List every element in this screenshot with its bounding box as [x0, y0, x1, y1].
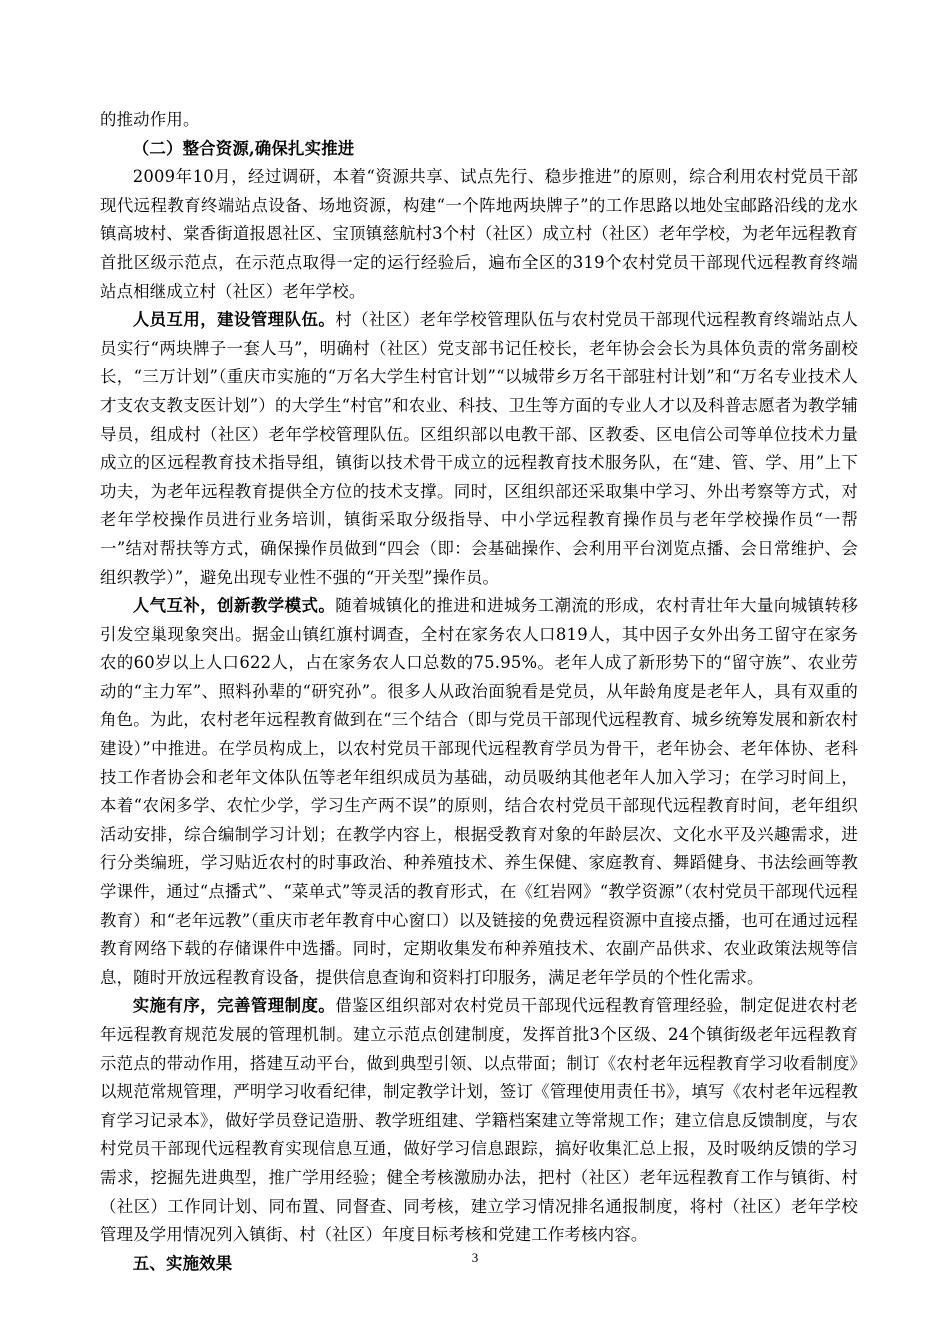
page-number: 3	[471, 1250, 479, 1265]
document-page	[100, 106, 858, 1278]
paragraph-4-body: 借鉴区组织部对农村党员干部现代远程教育管理经验，制定促进农村老年远程教育规范发展的管理机制。建立示范点创建制度，发挥首批3个区级、24个镇街级老年远程教育示范点的带动作用，搭建互动平台，做到典型引领、以点带面；制订《农村老年远程教育学习收看制度》以规范常规管理，严明学习收看纪律，制定教学计划，签订《管理使用责任书》，填写《农村老年远程教育学习记录本》，做好学员登记造册、教学班组建、学籍档案建立等常规工作；建立信息反馈制度，与农村党员干部现代远程教育实现信息互通，做好学习信息跟踪，搞好收集汇总上报，及时吸纳反馈的学习需求，挖掘先进典型，推广学用经验；健全考核激励办法，把村（社区）老年远程教育工作与镇街、村（社区）工作同计划、同布置、同督查、同考核，建立学习情况排名通报制度，将村（社区）老年学校管理及学用情况列入镇街、村（社区）年度目标考核和党建工作考核内容。	[100, 996, 858, 1245]
paragraph-continuation: 的推动作用。	[100, 110, 200, 129]
paragraph-4	[100, 992, 858, 1249]
paragraph-3-lead: 人气互补，创新教学模式。	[132, 596, 336, 616]
section-5-heading: 五、实施效果	[132, 1253, 233, 1273]
paragraph-3	[100, 592, 858, 992]
paragraph-1: 2009年10月，经过调研，本着“资源共享、试点先行、稳步推进”的原则，综合利用农村党员干部现代远程教育终端站点设备、场地资源，构建“一个阵地两块牌子”的工作思路以地处宝邮路沿线的龙水镇高坡村、棠香街道报恩社区、宝顶镇慈航村3个村（社区）成立村（社区）老年学校，为老年远程教育首批区级示范点，在示范点取得一定的运行经验后，遍布全区的319个农村党员干部现代远程教育终端站点相继成立村（社区）老年学校。	[100, 167, 858, 301]
paragraph-2-body: 村（社区）老年学校管理队伍与农村党员干部现代远程教育终端站点人员实行“两块牌子一套人马”，明确村（社区）党支部书记任校长，老年协会会长为具体负责的常务副校长，“三万计划”（重庆市实施的“万名大学生村官计划”“以城带乡万名干部驻村计划”和“万名专业技术人才支农支教支医计划”）的大学生“村官”和农业、科技、卫生等方面的专业人才以及科普志愿者为教学辅导员，组成村（社区）老年学校管理队伍。区组织部以电教干部、区教委、区电信公司等单位技术力量成立的区远程教育技术指导组，镇街以技术骨干成立的远程教育技术服务队，在“建、管、学、用”上下功夫，为老年远程教育提供全方位的技术支撑。同时，区组织部还采取集中学习、外出考察等方式，对老年学校操作员进行业务培训，镇街采取分级指导、中小学远程教育操作员与老年学校操作员“一帮一”结对帮扶等方式，确保操作员做到“四会（即：会基础操作、会利用平台浏览点播、会日常维护、会组织教学）”，避免出现专业性不强的“开关型”操作员。	[100, 310, 858, 587]
section-heading: （二）整合资源,确保扎实推进	[132, 138, 355, 158]
paragraph-3-body: 随着城镇化的推进和进城务工潮流的形成，农村青壮年大量向城镇转移引发空巢现象突出。据金山镇红旗村调查，全村在家务农人口819人，其中因子女外出务工留守在家务农的60岁以上人口622人，占在家务农人口总数的75.95%。老年人成了新形势下的“留守族”、农业劳动的“主力军”、照料孙辈的“研究孙”。很多人从政治面貌看是党员，从年龄角度是老年人，具有双重的角色。为此，农村老年远程教育做到在“三个结合（即与党员干部现代远程教育、城乡统筹发展和新农村建设）”中推进。在学员构成上，以农村党员干部现代远程教育学员为骨干，老年协会、老年体协、老科技工作者协会和老年文体队伍等老年组织成员为基础，动员吸纳其他老年人加入学习；在学习时间上，本着“农闲多学、农忙少学，学习生产两不误”的原则，结合农村党员干部现代远程教育时间，老年组织活动安排，综合编制学习计划；在教学内容上，根据受教育对象的年龄层次、文化水平及兴趣需求，进行分类编班，学习贴近农村的时事政治、种养殖技术、养生保健、家庭教育、舞蹈健身、书法绘画等教学课件，通过“点播式”、“菜单式”等灵活的教育形式，在《红岩网》“教学资源”（农村党员干部现代远程教育）和“老年远教”（重庆市老年教育中心窗口）以及链接的免费远程资源中直接点播，也可在通过远程教育网络下载的存储课件中选播。同时，定期收集发布种养殖技术、农副产品供求、农业政策法规等信息，随时开放远程教育设备，提供信息查询和资料打印服务，满足老年学员的个性化需求。	[100, 596, 858, 987]
paragraph-2-lead: 人员互用，建设管理队伍。	[132, 310, 336, 330]
paragraph-2	[100, 306, 858, 592]
paragraph-4-lead: 实施有序，完善管理制度。	[132, 996, 336, 1016]
